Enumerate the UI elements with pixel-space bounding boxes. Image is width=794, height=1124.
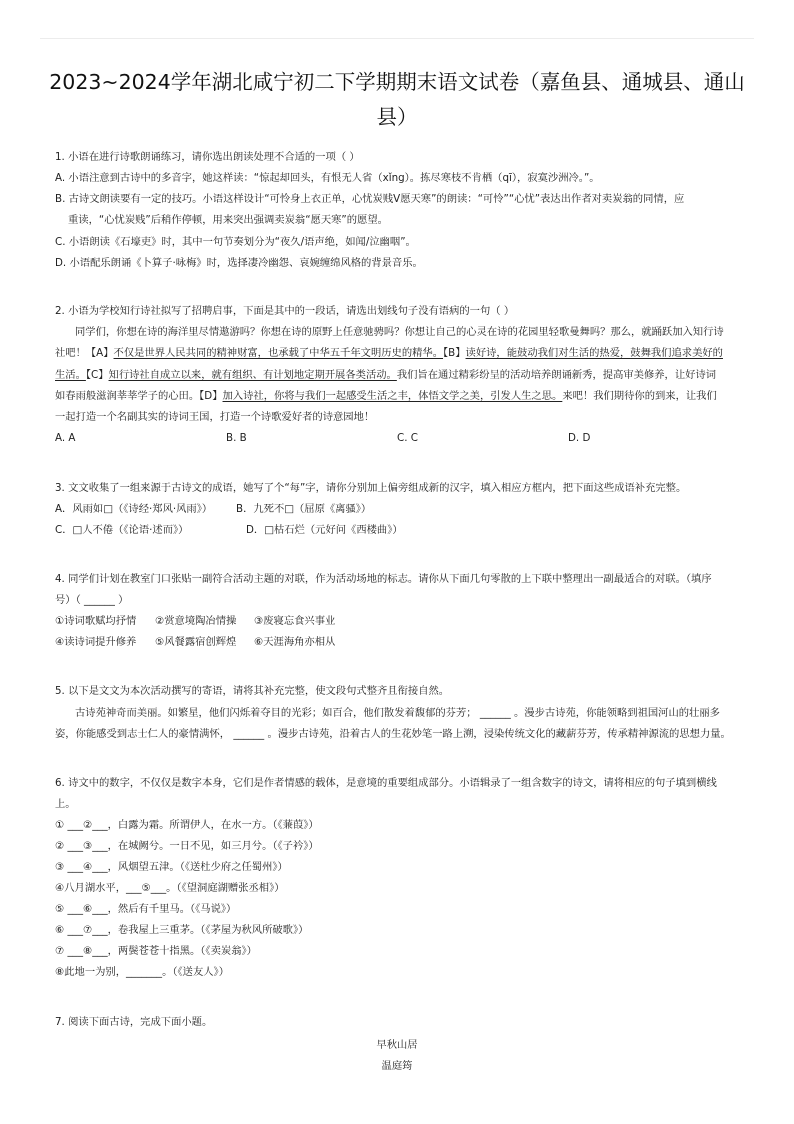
q6-item (55, 881, 285, 895)
q2-passage-line5: 一起打造一个名副其实的诗词王国，打造一个诗歌爱好者的诗意园地！ (55, 411, 375, 423)
q3-stem: 3. 文文收集了一组来源于古诗文的成语，她写了个“每”字，请你分别加上偏旁组成新的汉字，填入相应方框内，把下面这些成语补充完整。 (55, 482, 687, 494)
q7-stem: 7. 阅读下面古诗，完成下面小题。 (55, 1016, 213, 1028)
q2-passage-line4 (55, 389, 717, 403)
q4-choice-4: ④读诗词提升修养 (55, 636, 137, 648)
q3-item-c: C．□人不倦（《论语·述而》） (55, 524, 189, 536)
q6-item-number: ⑦ (55, 945, 65, 957)
q6-item (55, 965, 229, 979)
q5-passage-line1: 古诗苑神奇而美丽。如繁星，他们闪烁着夺目的光彩；如百合，他们散发着馥郁的芬芳； ______ 。漫步古诗苑，你能领略到祖国河山的壮丽多 (75, 707, 720, 719)
q1-option-c: C. 小语朗读《石壕吏》时，其中一句节奏划分为“夜久/语声绝，如闻/泣幽咽”。 (55, 236, 416, 248)
q3-item-a: A．风雨如□（《诗经·郑风·风雨》） (55, 503, 213, 515)
q6-item (55, 818, 319, 832)
poem-author: 温庭筠 (381, 1060, 413, 1072)
q2-underlined-sentence-a: 不仅是世界人民共同的精神财富，也承载了中华五千年文明历史的精华。 (113, 347, 444, 359)
q4-choice-6: ⑥天涯海角亦相从 (254, 636, 336, 648)
q2-passage-text: 来吧！我们期待你的到来，让我们 (562, 390, 717, 402)
q2-passage-line2 (55, 346, 723, 360)
q1-option-b-line1: B. 古诗文朗读要有一定的技巧。小语这样设计“可怜身上衣正单，心忧炭贱V愿天寒”的朗读：“可怜”“心忧”表达出作者对卖炭翁的同情，应 (55, 193, 685, 205)
q6-blank: ___④___ (67, 861, 108, 873)
q6-blank: ___⑦___ (67, 924, 108, 936)
q3-item-d: D．□枯石烂（元好问《西楼曲》） (246, 524, 403, 536)
q6-blank: ___⑥___ (67, 903, 108, 915)
q4-choice-5: ⑤风餐露宿创辉煌 (155, 636, 237, 648)
q3-item-b: B．九死不□（屈原《离骚》） (236, 503, 372, 515)
q6-item-number: ⑧此地一为别， (55, 966, 127, 978)
q6-blank: _______ (126, 966, 163, 978)
q6-item (55, 944, 257, 958)
q2-stem: 2. 小语为学校知行诗社拟写了招聘启事，下面是其中的一段话，请选出划线句子没有语病的一句（ ） (55, 305, 515, 317)
q6-stem-line2: 上。 (55, 798, 76, 810)
q4-stem-line1: 4. 同学们计划在教室门口张贴一副符合活动主题的对联，作为活动场地的标志。请你从下面几句零散的上下联中整理出一副最适合的对联。（填序 (55, 573, 712, 585)
q2-option-a: A. A (55, 432, 76, 444)
q5-stem: 5. 以下是文文为本次活动撰写的寄语，请将其补充完整，使文段句式整齐且衔接自然。 (55, 685, 450, 697)
q6-item-text: ，在城阙兮。一日不见，如三月兮。（《子衿》） (107, 840, 319, 852)
q2-option-d: D. D (568, 432, 591, 444)
q6-item-number: ③ (55, 861, 65, 873)
q6-item-number: ② (55, 840, 65, 852)
q4-choice-1: ①诗词歌赋均抒情 (55, 615, 137, 627)
q1-option-a: A. 小语注意到古诗中的多音字，她这样读：“惊起却回头，有恨无人省（xǐng）。拣尽寒枝不肯栖（qī），寂寞沙洲冷。”。 (55, 172, 600, 184)
q2-label-b: 【B】 (443, 347, 466, 359)
q6-item-text: ，白露为霜。所谓伊人，在水一方。（《蒹葭》） (107, 819, 319, 831)
q6-blank: ___⑧___ (67, 945, 108, 957)
q6-item-text: 。（《送友人》） (162, 966, 229, 978)
q2-passage-text: 我们旨在通过精彩纷呈的活动培养朗诵新秀，提高审美修养，让好诗词 (396, 369, 717, 381)
q1-option-b-line2: 重读，“心忧炭贱”后稍作停顿，用来突出强调卖炭翁“愿天寒”的愿望。 (68, 214, 388, 226)
q5-passage-line2: 姿，你能感受到志士仁人的豪情满怀， ______ 。漫步古诗苑，沿着古人的生花妙笔一路上溯，浸染传统文化的藏薪芬芳，传承精神源流的思想力量。 (55, 728, 731, 740)
exam-title-line1: 2023~2024学年湖北咸宁初二下学期期末语文试卷（嘉鱼县、通城县、通山 (49, 70, 745, 94)
q2-option-b: B. B (226, 432, 247, 444)
poem-title: 早秋山居 (376, 1039, 418, 1051)
q6-item (55, 860, 288, 874)
q6-item-text: ，两鬓苍苍十指黑。（《卖炭翁》） (107, 945, 257, 957)
q2-underlined-sentence-b-end: 生活。 (55, 369, 86, 381)
q6-item-number: ⑤ (55, 903, 65, 915)
q6-blank: ___⑤___ (126, 882, 167, 894)
q4-choice-2: ②赏意境陶冶情操 (155, 615, 237, 627)
q4-choice-3: ③废寝忘食兴事业 (254, 615, 336, 627)
q6-blank: ___③___ (67, 840, 108, 852)
q6-item (55, 839, 319, 853)
q6-item-number: ④八月湖水平， (55, 882, 127, 894)
q2-label-c: 【C】 (85, 369, 109, 381)
q2-label-a: 社吧！【A】 (55, 347, 114, 359)
top-divider (40, 38, 754, 39)
q2-underlined-sentence-c: 知行诗社自成立以来，就有组织、有计划地定期开展各类活动。 (108, 369, 397, 381)
q6-item-text: ，然后有千里马。（《马说》） (107, 903, 237, 915)
q2-underlined-sentence-d: 加入诗社，你将与我们一起感受生活之丰，体悟文学之美，引发人生之思。 (222, 390, 563, 402)
q2-option-c: C. C (397, 432, 418, 444)
q2-underlined-sentence-b: 读好诗，能鼓动我们对生活的热爱，鼓舞我们追求美好的 (465, 347, 723, 359)
exam-title-line2: 县） (376, 105, 418, 129)
q2-passage-line1: 同学们，你想在诗的海洋里尽情遨游吗？你想在诗的原野上任意驰骋吗？你想让自己的心灵在诗的花园里轻歌曼舞吗？那么，就踊跃加入知行诗 (75, 326, 724, 338)
q4-stem-line2: 号）（ ______ ） (55, 594, 129, 606)
q6-stem-line1: 6. 诗文中的数字，不仅仅是数字本身，它们是作者情感的载体，是意境的重要组成部分。小语辑录了一组含数字的诗文，请将相应的句子填到横线 (55, 777, 717, 789)
q2-label-d: 如春雨般滋润莘莘学子的心田。【D】 (55, 390, 223, 402)
q6-item-text: ，风烟望五津。（《送杜少府之任蜀州》） (107, 861, 288, 873)
q6-item (55, 923, 308, 937)
q2-passage-line3 (55, 368, 716, 382)
q6-item-text: ，卷我屋上三重茅。（《茅屋为秋风所破歌》） (107, 924, 309, 936)
q6-item-text: 。（《望洞庭湖赠张丞相》） (166, 882, 285, 894)
q1-stem: 1. 小语在进行诗歌朗诵练习，请你选出朗读处理不合适的一项（ ） (55, 151, 360, 163)
q6-blank: ___②___ (67, 819, 108, 831)
q6-item-number: ① (55, 819, 65, 831)
q6-item-number: ⑥ (55, 924, 65, 936)
q1-option-d: D. 小语配乐朗诵《卜算子·咏梅》时，选择凄冷幽怨、哀婉缠绵风格的背景音乐。 (55, 257, 423, 269)
q6-item (55, 902, 236, 916)
